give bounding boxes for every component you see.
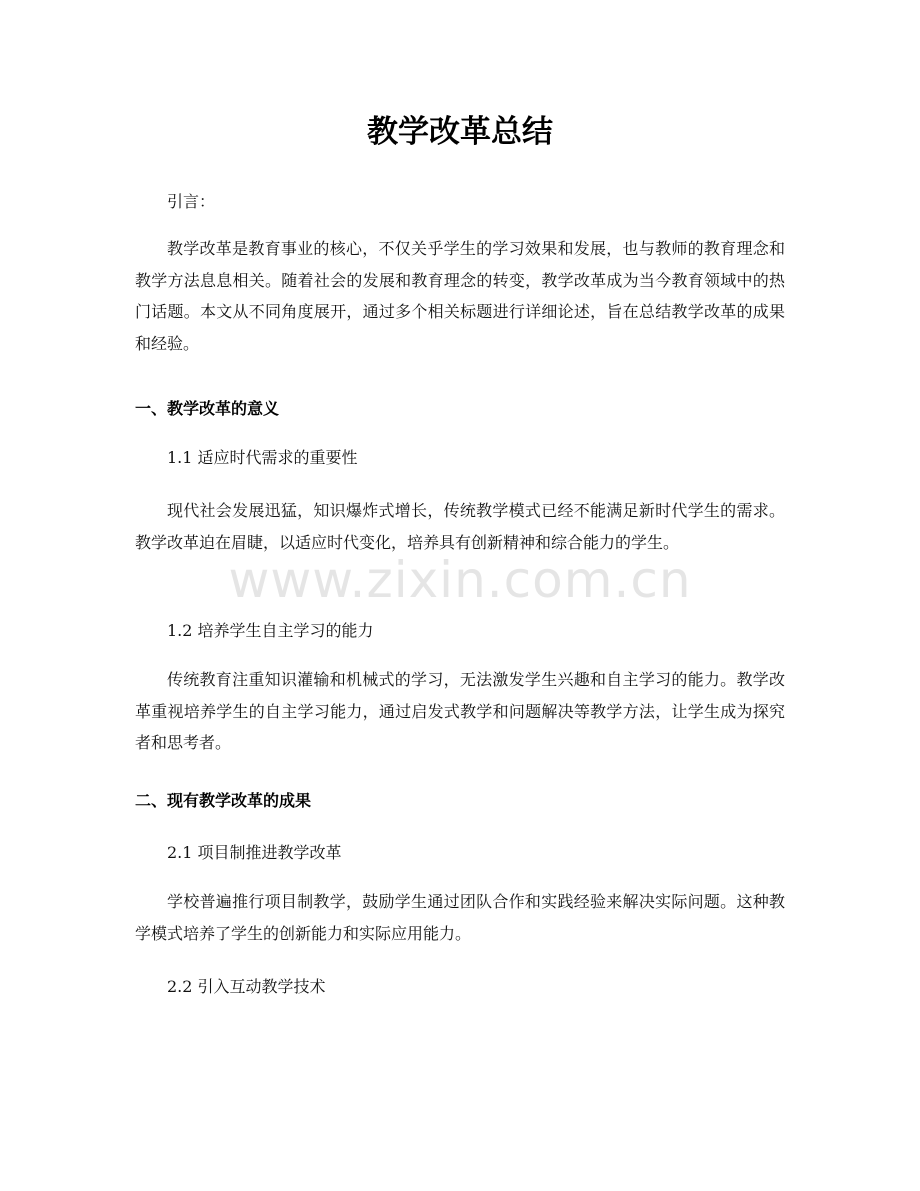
subsection-heading-2-1: 2.1 项目制推进教学改革 — [167, 843, 342, 862]
document-title: 教学改革总结 — [367, 114, 553, 150]
subsection-heading-2-2: 2.2 引入互动教学技术 — [167, 977, 326, 996]
section-heading-2: 二、现有教学改革的成果 — [135, 791, 312, 810]
section-heading-1: 一、教学改革的意义 — [135, 399, 280, 418]
intro-paragraph: 教学改革是教育事业的核心，不仅关乎学生的学习效果和发展，也与教师的教育理念和教学方法息息相关。随着社会的发展和教育理念的转变，教学改革成为当今教育领域中的热门话题。本文从不同角度展开，通过多个相关标题进行详细论述，旨在总结教学改革的成果和经验。 — [135, 239, 785, 353]
paragraph-1-2: 传统教育注重知识灌输和机械式的学习，无法激发学生兴趣和自主学习的能力。教学改革重视培养学生的自主学习能力，通过启发式教学和问题解决等教学方法，让学生成为探究者和思考者。 — [135, 670, 785, 752]
watermark: www.zixin.com.cn — [228, 551, 692, 609]
paragraph-1-1: 现代社会发展迅猛，知识爆炸式增长，传统教学模式已经不能满足新时代学生的需求。教学改革迫在眉睫，以适应时代变化，培养具有创新精神和综合能力的学生。 — [135, 501, 785, 552]
paragraph-2-1: 学校普遍推行项目制教学，鼓励学生通过团队合作和实践经验来解决实际问题。这种教学模式培养了学生的创新能力和实际应用能力。 — [135, 892, 785, 943]
subsection-heading-1-2: 1.2 培养学生自主学习的能力 — [167, 621, 374, 640]
intro-label: 引言： — [167, 192, 216, 211]
subsection-heading-1-1: 1.1 适应时代需求的重要性 — [167, 448, 358, 467]
